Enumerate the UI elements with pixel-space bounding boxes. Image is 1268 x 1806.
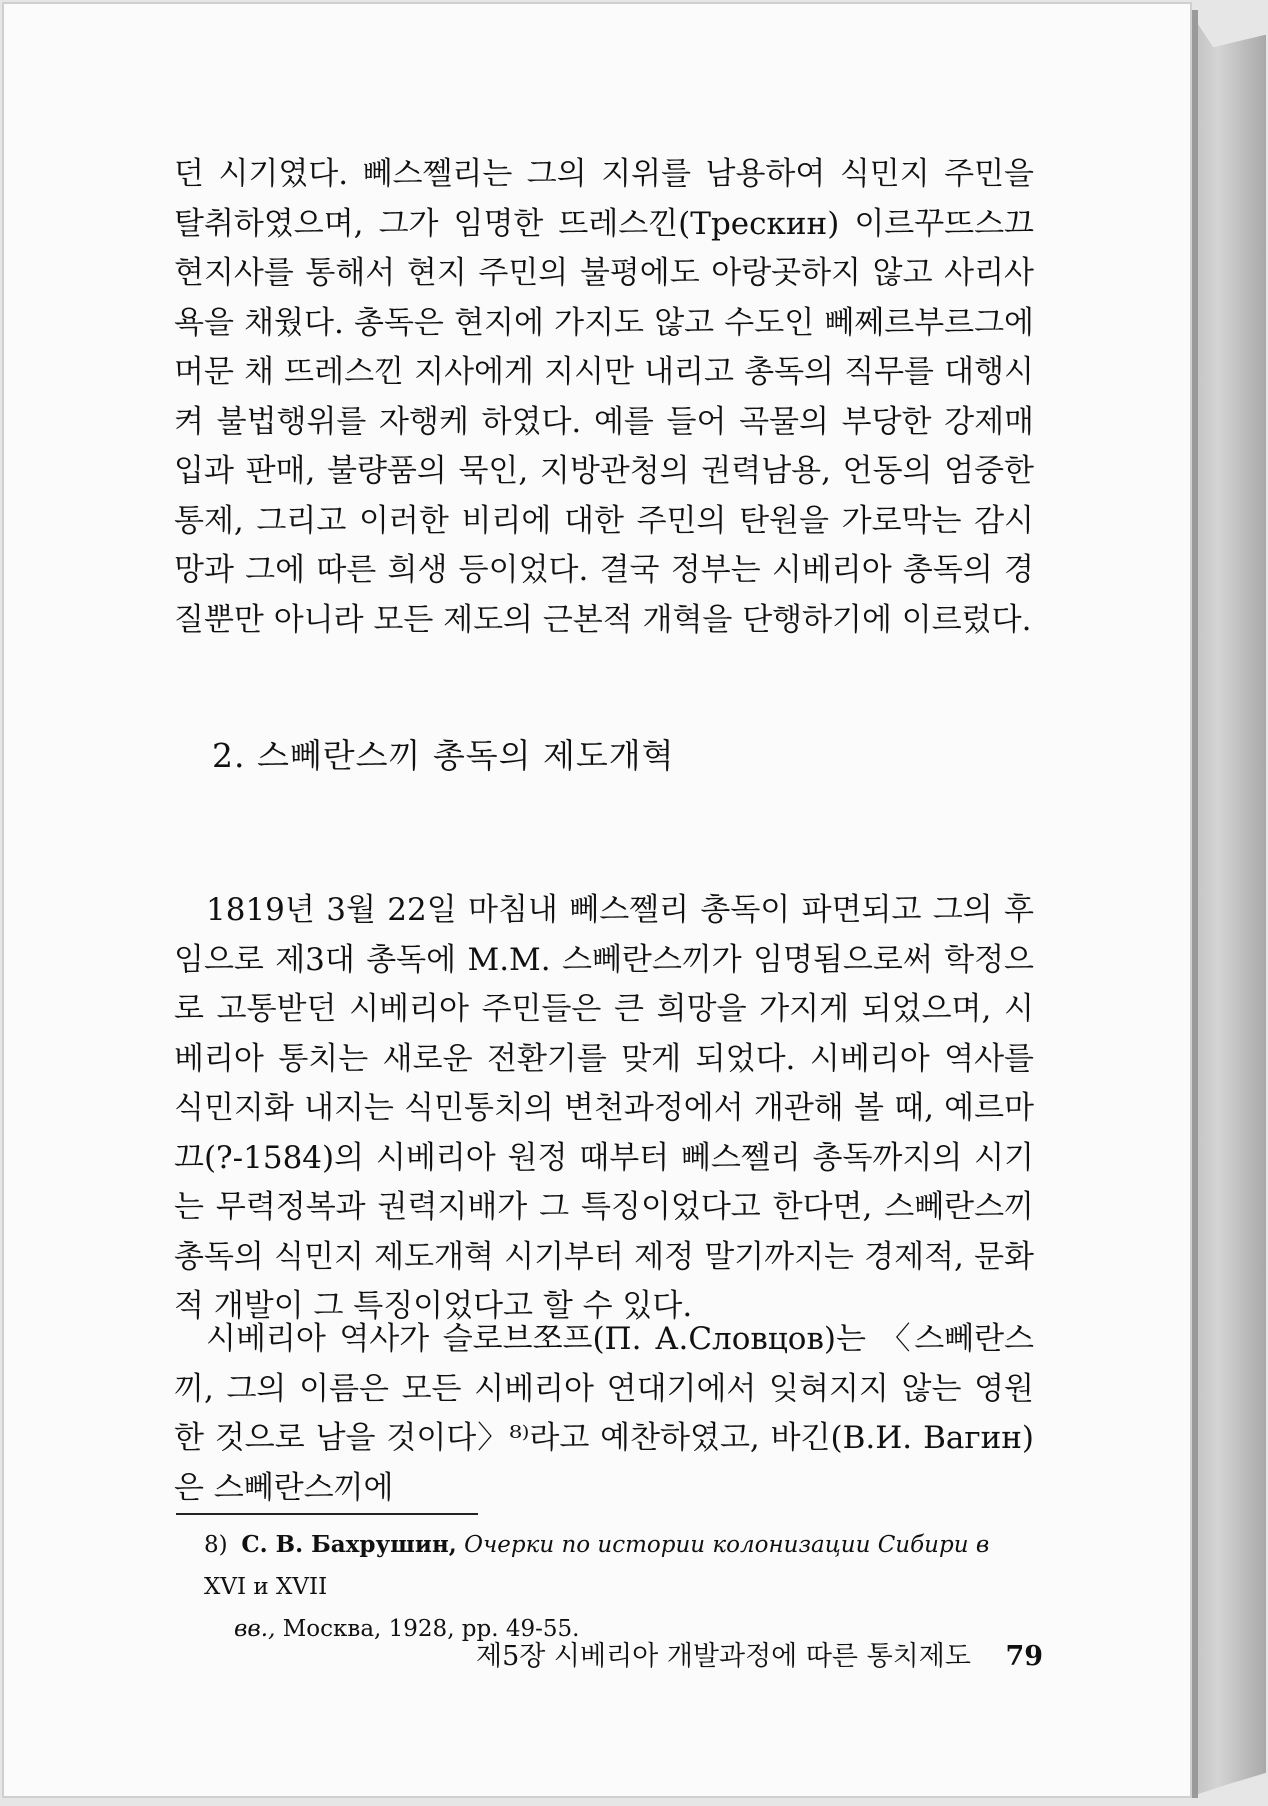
footnote — [204, 1524, 1034, 1650]
body-paragraph-1 — [174, 150, 1034, 645]
footnote-rule — [176, 1513, 478, 1515]
running-footer-chapter: 제5장 시베리아 개발과정에 따른 통치제도 — [476, 1641, 971, 1672]
footnote-rest: Москва, 1928, pp. 49-55. — [282, 1616, 580, 1642]
book-edge — [1186, 6, 1266, 1798]
footnote-abbr: вв., — [234, 1616, 276, 1642]
body-paragraph-2 — [174, 886, 1034, 1332]
page-footer — [476, 1634, 1043, 1673]
paragraph-text: 1819년 3월 22일 마침내 뻬스쩰리 총독이 파면되고 그의 후임으로 제3대 총독에 M.M. 스뻬란스끼가 임명됨으로써 학정으로 고통받던 시베리아 주민들은 큰 희망을 가지게 되었으며, 시베리아 통치는 새로운 전환기를 맞게 되었다. 시베리아 역사를 식민지화 내지는 식민통치의 변천과정에서 개관해 볼 때, 예르마끄(?-1584)의 시베리아 원정 때부터 뻬스쩰리 총독까지의 시기는 무력정복과 권력지배가 그 특징이었다고 한다면, 스뻬란스끼 총독의 식민지 제도개혁 시기부터 제정 말기까지는 경제적, 문화적 개발이 그 특징이었다고 할 수 있다. — [174, 892, 1034, 1324]
section-heading: 2. 스뻬란스끼 총독의 제도개혁 — [212, 736, 675, 775]
body-paragraph-3 — [174, 1315, 1034, 1513]
footnote-centuries: XVI и XVII — [204, 1574, 328, 1600]
book-page — [2, 2, 1192, 1798]
page-number: 79 — [1005, 1641, 1044, 1672]
footnote-title: Очерки по истории колонизации Сибири в — [464, 1532, 990, 1558]
footnote-number: 8) — [204, 1532, 228, 1558]
paragraph-text: 시베리아 역사가 슬로브쪼프(П. А.Словцов)는 〈스뻬란스끼, 그의 이름은 모든 시베리아 연대기에서 잊혀지지 않는 영원한 것으로 남을 것이다〉⁸⁾라고 예찬하였고, 바긴(В.И. Вагин)은 스뻬란스끼에 — [174, 1321, 1034, 1506]
footnote-author: С. В. Бахрушин, — [241, 1531, 457, 1558]
paragraph-text: 던 시기였다. 뻬스쩰리는 그의 지위를 남용하여 식민지 주민을 탈취하였으며, 그가 임명한 뜨레스낀(Трескин) 이르꾸뜨스끄 현지사를 통해서 현지 주민의 불평에도 아랑곳하지 않고 사리사욕을 채웠다. 총독은 현지에 가지도 않고 수도인 뻬쩨르부르그에 머문 채 뜨레스낀 지사에게 지시만 내리고 총독의 직무를 대행시켜 불법행위를 자행케 하였다. 예를 들어 곡물의 부당한 강제매입과 판매, 불량품의 묵인, 지방관청의 권력남용, 언동의 엄중한 통제, 그리고 이러한 비리에 대한 주민의 탄원을 가로막는 감시망과 그에 따른 희생 등이었다. 결국 정부는 시베리아 총독의 경질뿐만 아니라 모든 제도의 근본적 개혁을 단행하기에 이르렀다. — [174, 156, 1034, 638]
